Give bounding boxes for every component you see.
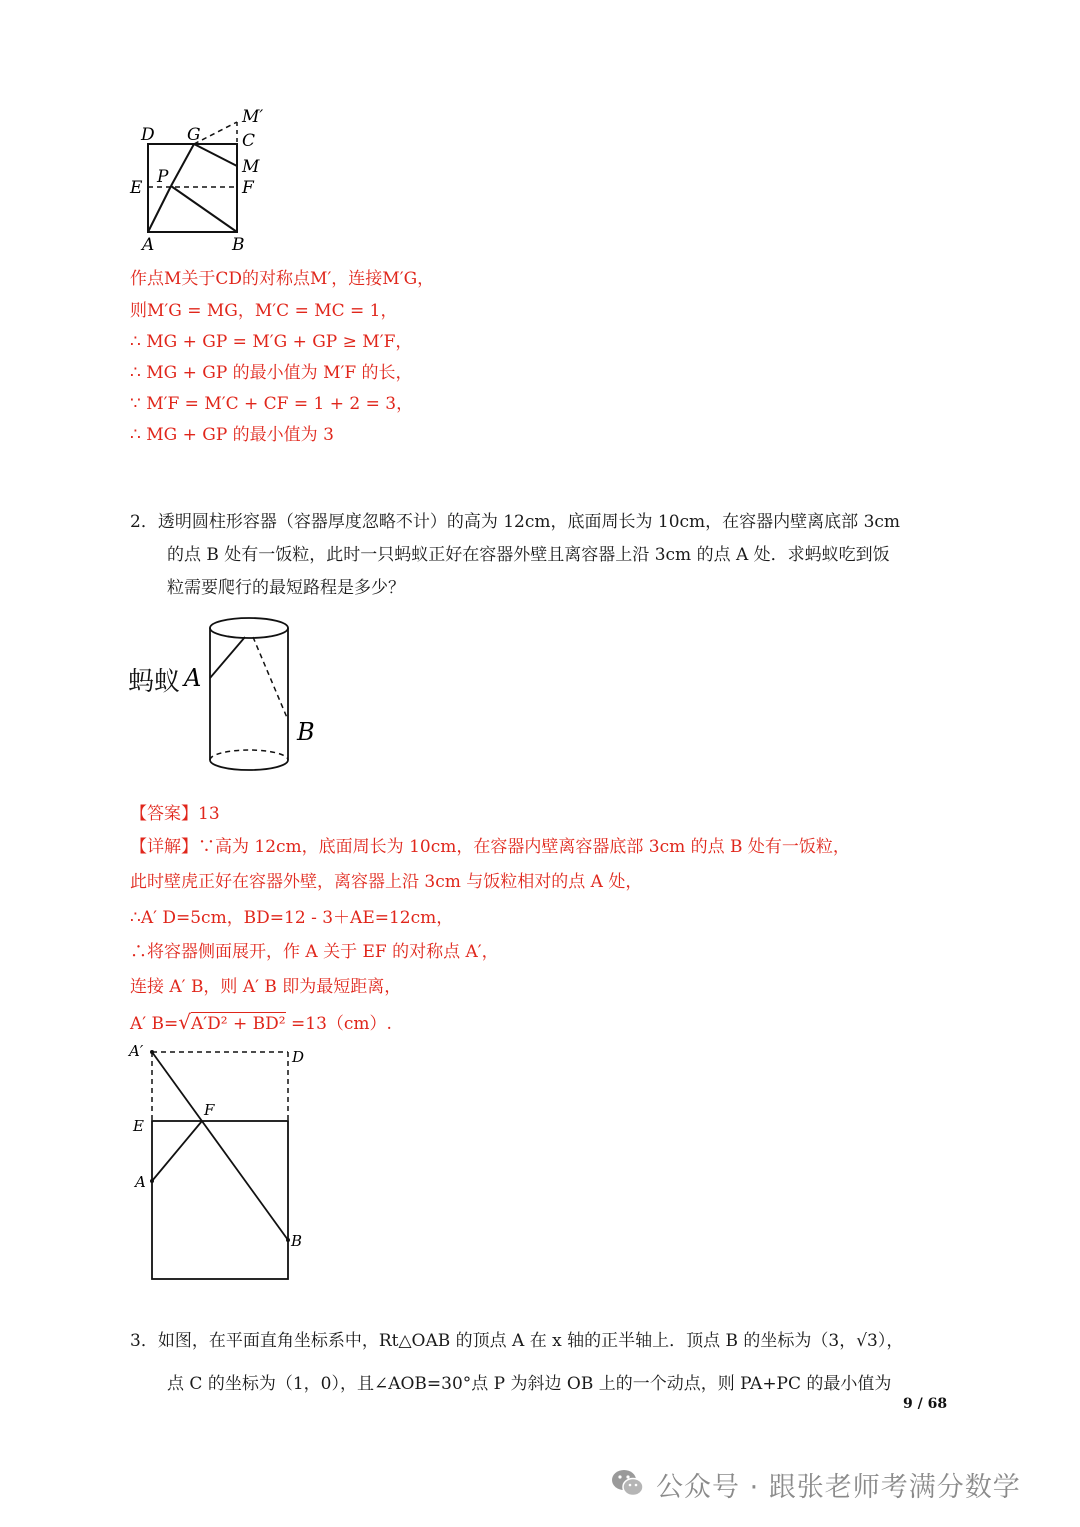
label-B: B	[232, 235, 245, 255]
solution2-answer: 【答案】13	[130, 804, 220, 824]
question2-line-1: 2．透明圆柱形容器（容器厚度忽略不计）的高为 12cm，底面周长为 10cm，在容器内壁离底部 3cm	[130, 512, 901, 532]
solution1-line-5: ∵ M′F = M′C + CF = 1 + 2 = 3，	[130, 394, 414, 414]
figure-unfolded-side	[125, 1040, 325, 1290]
footer-watermark: 公众号 · 跟张老师考满分数学	[656, 1472, 1021, 1503]
formula-prefix: A′ B=	[130, 1014, 179, 1034]
solution1-line-2: 则M′G = MG，M′C = MC = 1，	[130, 301, 398, 321]
solution1-line-6: ∴ MG + GP 的最小值为 3	[130, 425, 334, 445]
label-B-unf: B	[291, 1232, 303, 1250]
solution1-line-1: 作点M关于CD的对称点M′，连接M′G，	[130, 269, 435, 289]
label-A-cyl: A	[184, 664, 202, 692]
figure-square-reflection	[125, 100, 285, 260]
label-G: G	[187, 125, 201, 145]
label-E: E	[130, 178, 143, 198]
solution2-detail-1: 【详解】∵高为 12cm，底面周长为 10cm，在容器内壁离容器底部 3cm 的点 B 处有一饭粒，	[130, 837, 850, 857]
figure-cylinder	[125, 612, 335, 782]
label-E-unf: E	[133, 1117, 144, 1135]
solution2-detail-2: 此时壁虎正好在容器外壁，离容器上沿 3cm 与饭粒相对的点 A 处，	[130, 872, 643, 892]
sqrt-sign: √	[178, 1010, 192, 1034]
question2-line-2: 的点 B 处有一饭粒，此时一只蚂蚁正好在容器外壁且离容器上沿 3cm 的点 A 处．求蚂蚁吃到饭	[167, 545, 890, 565]
label-D: D	[141, 125, 155, 145]
solution2-detail-3: ∴A′ D=5cm，BD=12 - 3＋AE=12cm，	[130, 908, 454, 928]
label-A: A	[142, 235, 155, 255]
formula-radicand: A′D² + BD²	[191, 1014, 286, 1034]
label-A-unf: A	[135, 1173, 146, 1191]
solution2-detail-4: ∴将容器侧面展开，作 A 关于 EF 的对称点 A′，	[130, 942, 499, 962]
solution2-detail-6	[130, 1009, 392, 1034]
label-D-unf: D	[292, 1048, 305, 1066]
label-B-cyl: B	[297, 718, 315, 746]
label-F-unf: F	[204, 1101, 215, 1119]
label-M-prime: M′	[242, 107, 264, 127]
question3-line-2: 点 C 的坐标为（1，0），且∠AOB=30°点 P 为斜边 OB 上的一个动点，则 PA+PC 的最小值为	[167, 1374, 892, 1394]
label-M: M	[242, 157, 260, 177]
label-P: P	[157, 167, 169, 187]
label-ant: 蚂蚁	[128, 667, 181, 697]
wechat-logo-icon	[608, 1463, 648, 1503]
label-F: F	[242, 178, 254, 198]
label-A-prime: A′	[129, 1042, 144, 1060]
formula-suffix: =13（cm）.	[285, 1014, 392, 1034]
question2-line-3: 粒需要爬行的最短路程是多少？	[167, 578, 405, 598]
solution1-line-3: ∴ MG + GP = M′G + GP ≥ M′F，	[130, 332, 413, 352]
solution1-line-4: ∴ MG + GP 的最小值为 M′F 的长，	[130, 363, 413, 383]
solution2-detail-5: 连接 A′ B，则 A′ B 即为最短距离，	[130, 977, 402, 997]
question3-line-1: 3．如图，在平面直角坐标系中，Rt△OAB 的顶点 A 在 x 轴的正半轴上．顶点 B 的坐标为（3，√3），	[130, 1331, 904, 1351]
page-number: 9 / 68	[903, 1396, 948, 1412]
label-C: C	[242, 131, 256, 151]
